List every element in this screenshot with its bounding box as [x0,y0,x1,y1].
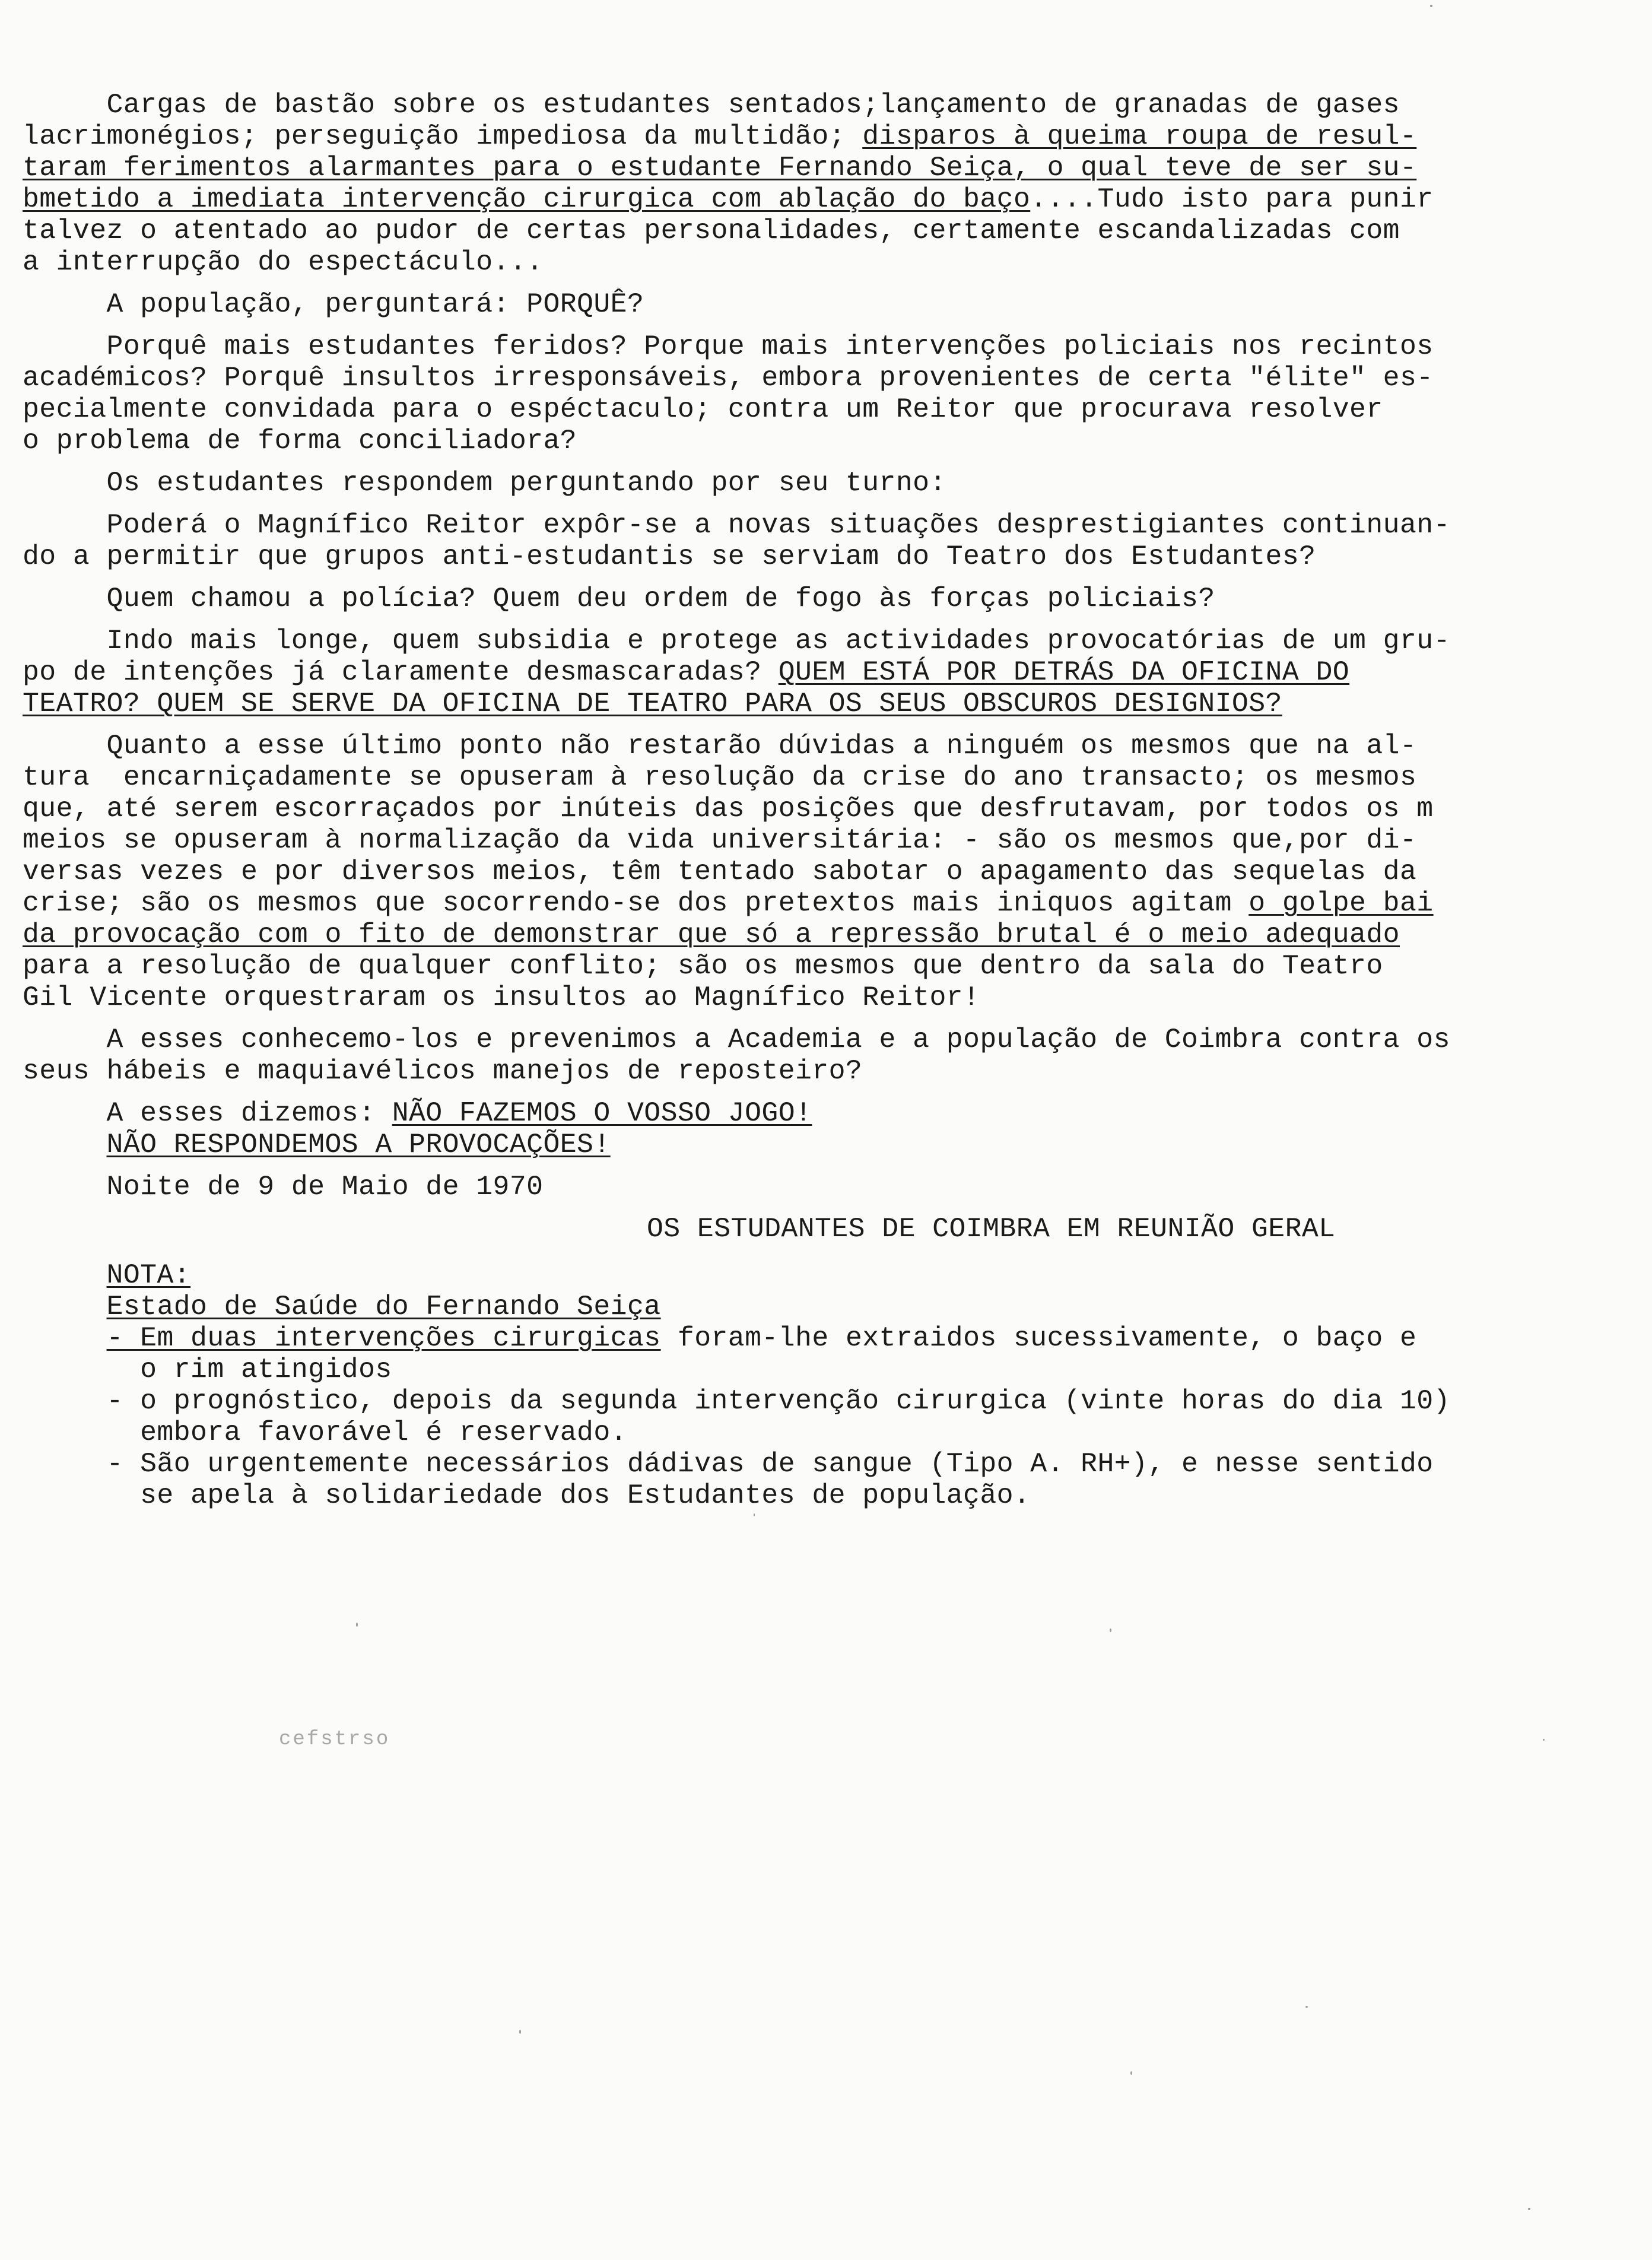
nota-section [23,1261,1589,1512]
text-line [23,1292,1589,1323]
underlined-text: disparos à queima roupa de resul- [862,120,1417,152]
text-line [23,761,1589,793]
scan-speck [519,2030,521,2034]
text-run [23,1259,107,1291]
underlined-text: - Em duas intervenções cirurgicas [106,1322,661,1354]
text-run: Noite de 9 de Maio de 1970 [23,1171,544,1202]
paragraph [23,89,1589,278]
underlined-text: Estado de Saúde do Fernando Seiça [106,1291,661,1322]
text-run: Os estudantes respondem perguntando por seu turno: [23,467,946,499]
text-line [23,583,1589,614]
underlined-text: bmetido a imediata intervenção cirurgica com ablação do baço [23,183,1031,215]
text-run: seus hábeis e maquiavélicos manejos de reposteiro? [23,1055,863,1087]
underlined-text: da provocação com o fito de demonstrar que só a repressão brutal é o meio adequado [23,919,1400,950]
text-line [23,152,1589,183]
text-line [23,656,1589,688]
text-line [23,1055,1589,1087]
text-line [23,1481,1589,1512]
text-run: Indo mais longe, quem subsidia e protege as actividades provocatórias de um gru- [23,625,1450,656]
text-run [23,1129,107,1160]
text-line [23,288,1589,320]
text-line [23,1129,1589,1160]
text-run: pecialmente convidada para o espéctaculo; contra um Reitor que procurava resolver [23,393,1383,425]
paragraph [23,730,1589,1013]
paragraph [23,1097,1589,1160]
text-run: A população, perguntará: PORQUÊ? [23,288,644,320]
underlined-text: NOTA: [106,1259,191,1291]
text-run: lacrimonégios; perseguição impediosa da multidão; [23,120,863,152]
text-line [23,1449,1589,1481]
text-line [23,331,1589,362]
scan-speck [1130,2071,1132,2075]
text-line [23,1097,1589,1129]
text-run: meios se opuseram à normalização da vida universitária: - são os mesmos que,por di- [23,824,1417,856]
text-run: que, até serem escorraçados por inúteis das posições que desfrutavam, por todos os m [23,793,1434,824]
text-line [23,950,1589,982]
document-body [23,89,1589,1213]
text-run: A esses dizemos: [23,1097,392,1129]
text-run: Quem chamou a polícia? Quem deu ordem de fogo às forças policiais? [23,583,1215,614]
text-line [23,425,1589,456]
paragraph [23,331,1589,456]
text-line [23,1171,1589,1202]
text-run: foram-lhe extraidos sucessivamente, o baço e [660,1322,1417,1354]
text-run: Quanto a esse último ponto não restarão dúvidas a ninguém os mesmos que na al- [23,730,1417,761]
text-line [23,1024,1589,1055]
text-run: ....Tudo isto para punir [1030,183,1434,215]
text-run: Gil Vicente orquestraram os insultos ao Magnífico Reitor! [23,982,980,1013]
text-line [23,467,1589,499]
text-run: embora favorável é reservado. [23,1417,627,1448]
underlined-text: o golpe bai [1248,887,1434,919]
text-line [23,856,1589,887]
text-line [23,89,1589,120]
scan-speck [356,1623,358,1627]
paragraph [23,467,1589,499]
text-line [23,215,1589,246]
text-run: do a permitir que grupos anti-estudantis se serviam do Teatro dos Estudantes? [23,541,1316,572]
paragraph [23,1171,1589,1202]
paragraph [23,288,1589,320]
text-line [23,120,1589,152]
scan-speck [754,1513,755,1516]
text-run: académicos? Porquê insultos irresponsáveis, embora provenientes de certa "élite" es- [23,362,1434,393]
text-run: o problema de forma conciliadora? [23,425,577,456]
text-run: o rim atingidos [23,1354,392,1385]
scan-speck [1305,2006,1308,2008]
text-line [23,246,1589,278]
text-run: Poderá o Magnífico Reitor expôr-se a novas situações desprestigiantes continuan- [23,509,1450,541]
text-run: - São urgentemente necessários dádivas de sangue (Tipo A. RH+), e nesse sentido [23,1448,1434,1480]
scan-speck [1528,2208,1530,2210]
text-line [23,509,1589,541]
text-run: Porquê mais estudantes feridos? Porque mais intervenções policiais nos recintos [23,331,1434,362]
text-run: se apela à solidariedade dos Estudantes de população. [23,1480,1031,1511]
scan-speck [1430,5,1432,7]
paragraph [23,1024,1589,1087]
text-line [23,541,1589,572]
text-run: versas vezes e por diversos meios, têm tentado sabotar o apagamento das sequelas da [23,856,1417,887]
text-line [23,730,1589,761]
text-run [23,1291,107,1322]
text-line [23,1418,1589,1449]
text-run: para a resolução de qualquer conflito; são os mesmos que dentro da sala do Teatro [23,950,1383,982]
text-line [23,393,1589,425]
text-run: - o prognóstico, depois da segunda intervenção cirurgica (vinte horas do dia 10) [23,1385,1450,1417]
text-line [23,793,1589,824]
text-run [23,1322,107,1354]
text-run: po de intenções já claramente desmascaradas? [23,656,779,688]
faint-stamp: cefstrso [279,1728,390,1751]
underlined-text: TEATRO? QUEM SE SERVE DA OFICINA DE TEATRO PARA OS SEUS OBSCUROS DESIGNIOS? [23,688,1282,719]
text-line [23,362,1589,393]
text-run: talvez o atentado ao pudor de certas personalidades, certamente escandalizadas com [23,215,1400,246]
underlined-text: NÃO FAZEMOS O VOSSO JOGO! [392,1097,812,1129]
text-run: A esses conhecemo-los e prevenimos a Academia e a população de Coimbra contra os [23,1024,1450,1055]
underlined-text: taram ferimentos alarmantes para o estudante Fernando Seiça, o qual teve de ser su- [23,152,1417,183]
signature-line: OS ESTUDANTES DE COIMBRA EM REUNIÃO GERAL [647,1213,1336,1245]
text-line [23,625,1589,656]
text-line [23,1355,1589,1386]
paragraph [23,583,1589,614]
scan-speck [1110,1629,1111,1632]
text-run: a interrupção do espectáculo... [23,246,544,278]
text-line [23,688,1589,719]
text-run: tura encarniçadamente se opuseram à resolução da crise do ano transacto; os mesmos [23,761,1417,793]
text-run: Cargas de bastão sobre os estudantes sentados;lançamento de granadas de gases [23,89,1400,120]
text-line [23,887,1589,919]
paragraph [23,625,1589,719]
text-run: crise; são os mesmos que socorrendo-se dos pretextos mais iniquos agitam [23,887,1249,919]
text-line [23,183,1589,215]
text-line [23,824,1589,856]
text-line [23,1261,1589,1292]
underlined-text: QUEM ESTÁ POR DETRÁS DA OFICINA DO [778,656,1350,688]
underlined-text: NÃO RESPONDEMOS A PROVOCAÇÕES! [106,1129,611,1160]
text-line [23,1323,1589,1355]
scan-speck [1543,1739,1545,1741]
text-line [23,919,1589,950]
text-line [23,982,1589,1013]
text-line [23,1386,1589,1418]
paragraph [23,509,1589,572]
